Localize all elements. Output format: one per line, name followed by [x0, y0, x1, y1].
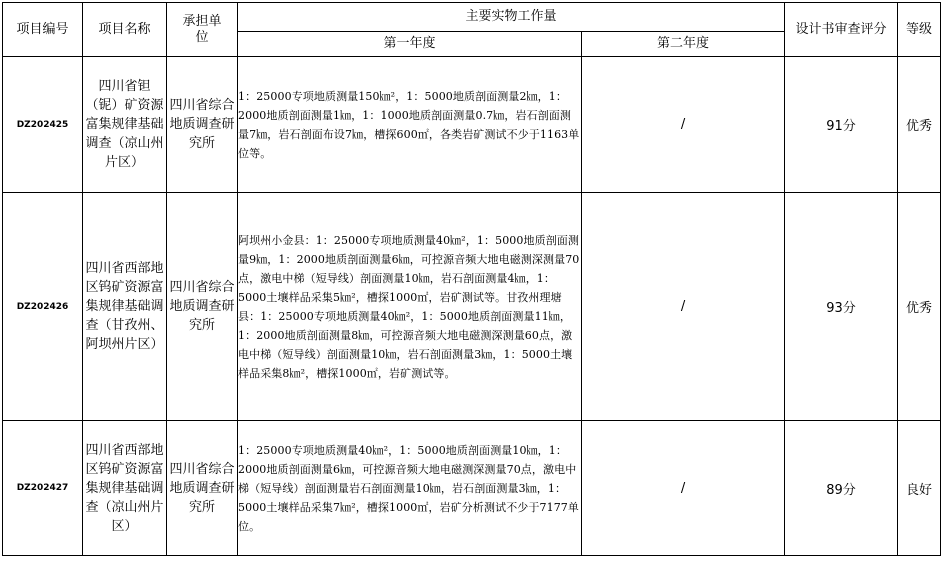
header-year1: 第一年度 [238, 32, 582, 57]
project-code-cell: DZ202427 [3, 421, 83, 556]
project-code-cell: DZ202425 [3, 57, 83, 193]
project-name-cell: 四川省西部地区钨矿资源富集规律基础调查（甘孜州、阿坝州片区） [83, 193, 167, 421]
table-row [3, 421, 941, 556]
unit-cell: 四川省综合地质调查研究所 [167, 421, 238, 556]
grade-cell: 优秀 [898, 57, 941, 193]
year1-work-cell: 1：25000专项地质测量150㎞²，1：5000地质剖面测量2㎞，1：2000地质剖面测量1㎞，1：1000地质剖面测量0.7㎞，岩石剖面测量7㎞，岩石剖面布设7㎞，槽探600㎡，各类岩矿测试不少于1163单位等。 [238, 57, 582, 193]
review-score-cell: 89分 [785, 421, 898, 556]
table-row [3, 57, 941, 193]
header-year2: 第二年度 [582, 32, 785, 57]
project-review-table [2, 2, 941, 556]
header-row-1 [3, 3, 941, 32]
year2-work-cell: / [582, 57, 785, 193]
project-name-cell: 四川省钽（铌）矿资源富集规律基础调查（凉山州片区） [83, 57, 167, 193]
review-score-cell: 93分 [785, 193, 898, 421]
unit-cell: 四川省综合地质调查研究所 [167, 57, 238, 193]
unit-cell: 四川省综合地质调查研究所 [167, 193, 238, 421]
table-row [3, 193, 941, 421]
grade-cell: 良好 [898, 421, 941, 556]
grade-cell: 优秀 [898, 193, 941, 421]
year2-work-cell: / [582, 421, 785, 556]
year1-work-cell: 阿坝州小金县：1：25000专项地质测量40㎞²，1：5000地质剖面测量9㎞，1：2000地质剖面测量6㎞，可控源音频大地电磁测深测量70点，激电中梯（短导线）剖面测量10㎞，岩石剖面测量4㎞，1：5000土壤样品采集5㎞²，槽探1000㎡，岩矿测试等。甘孜州理塘县：1：25000专项地质测量40㎞²，1：5000地质剖面测量11㎞，1：2000地质剖面测量8㎞，可控源音频大地电磁测深测量60点，激电中梯（短导线）剖面测量10㎞，岩石剖面测量3㎞，1：5000土壤样品采集8㎞²，槽探1000㎡，岩矿测试等。 [238, 193, 582, 421]
project-name-cell: 四川省西部地区钨矿资源富集规律基础调查（凉山州片区） [83, 421, 167, 556]
header-project-code: 项目编号 [3, 3, 83, 57]
review-score-cell: 91分 [785, 57, 898, 193]
year2-work-cell: / [582, 193, 785, 421]
year1-work-cell: 1：25000专项地质测量40㎞²，1：5000地质剖面测量10㎞，1：2000地质剖面测量6㎞，可控源音频大地电磁测深测量70点，激电中梯（短导线）剖面测量岩石剖面测量10㎞，岩石剖面测量3㎞，1：5000土壤样品采集7㎞²，槽探1000㎡，岩矿分析测试不少于7177单位。 [238, 421, 582, 556]
header-unit: 承担单位 [167, 3, 238, 57]
project-code-cell: DZ202426 [3, 193, 83, 421]
header-review-score: 设计书审查评分 [785, 3, 898, 57]
header-grade: 等级 [898, 3, 941, 57]
header-main-work: 主要实物工作量 [238, 3, 785, 32]
header-project-name: 项目名称 [83, 3, 167, 57]
